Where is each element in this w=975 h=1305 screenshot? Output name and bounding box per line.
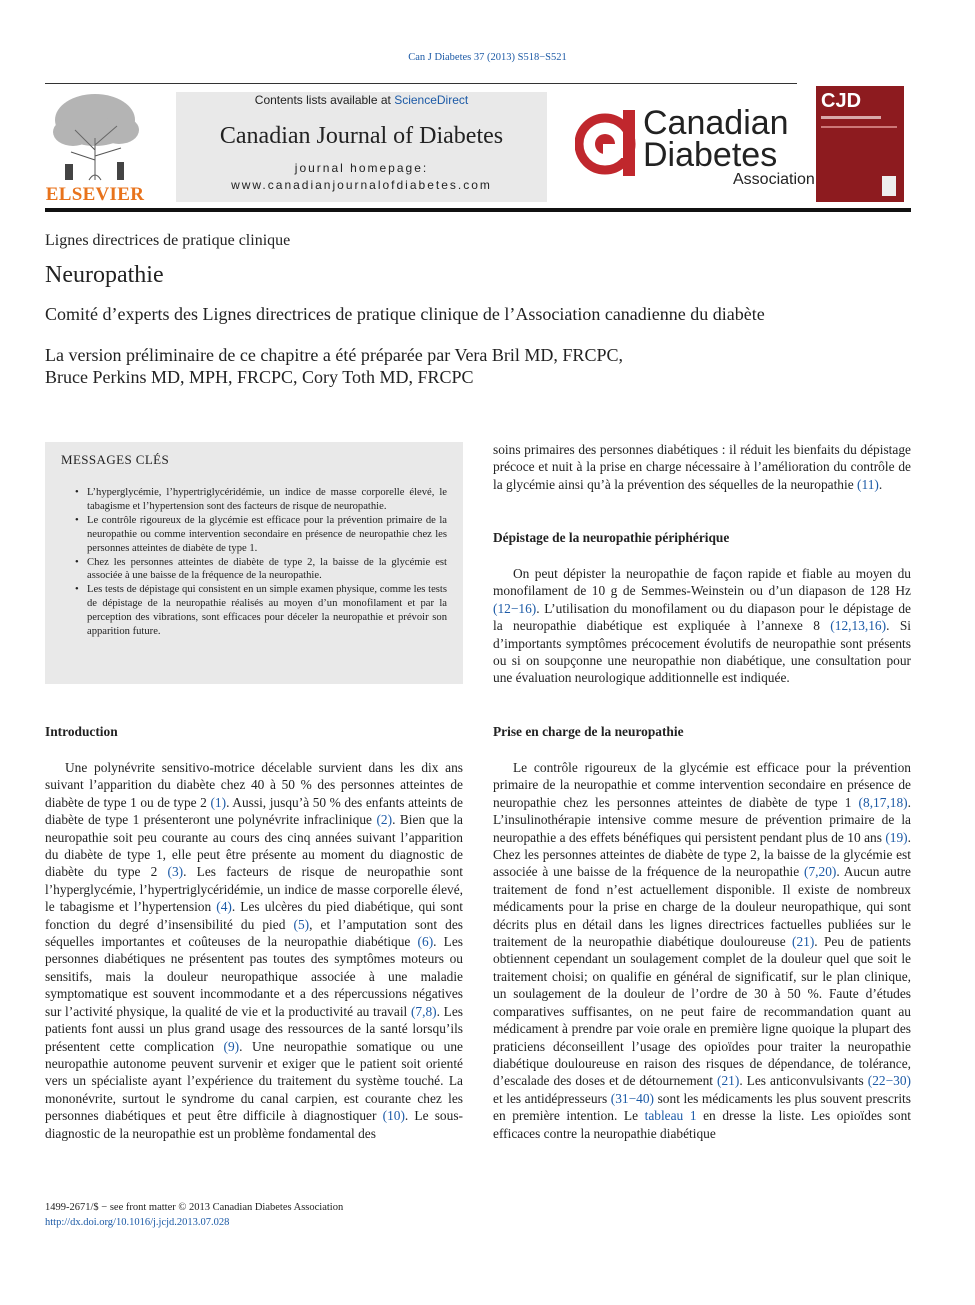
screening-paragraph — [493, 565, 911, 687]
text-run: . Les anticonvulsivants — [739, 1073, 868, 1089]
key-message-item: • Chez les personnes atteintes de diabète de type 2, la baisse de la glycémie est associée à une baisse de la fréquence de la neuropathie. — [87, 556, 447, 584]
journal-banner — [176, 92, 547, 202]
management-paragraph — [493, 759, 911, 1142]
text-run: . Chez les personnes atteintes de diabète de type 2, la baisse de la glycémie est associée à une baisse de la fréquence de la neuropathie — [493, 829, 911, 880]
screening-body — [493, 565, 911, 687]
reference-link[interactable]: (31−40) — [610, 1090, 655, 1106]
key-messages-list — [87, 486, 447, 639]
text-run: . Les facteurs de risque de neuropathie sont l’hyperglycémie, l’hypertriglycéridémie, un indice de masse corporelle élevé, le tabagisme et l’hypertension — [45, 864, 463, 915]
homepage-url[interactable]: www.canadianjournalofdiabetes.com — [231, 178, 492, 192]
intro-heading: Introduction — [45, 724, 118, 739]
text-run: . Une neuropathie somatique ou une neuropathie autonome peuvent survenir et exiger que le patient soit orienté vers un spécialiste ayant l’expérience du traitement du système touché. La mononévrite, surtout le syndrome du canal carpien, est courante chez les personnes diabétiques et peut être difficile à diagnostiquer — [45, 1038, 463, 1124]
cda-mark-icon — [575, 110, 639, 176]
reference-link[interactable]: (9) — [223, 1038, 240, 1054]
text-run: . Peu de patients obtiennent cependant un soulagement complet de la douleur quel que soit le traitement choisi; on qualifie en général de significatif, sur le plan clinique, un soulagement de la douleur de l’ordre de 30 à 50 %. Faute d’études comparatives suffisantes, on ne peut faire de recommandation quant au médicament à prendre par voie orale en première ligne quoique la plupart des praticiens déconseillent l’usage des opioïdes pour traiter la neuropathie diabétique douloureuse en raison des risques de dépendance, de tolérance, d’escalade des doses et de détournement — [493, 934, 911, 1089]
reference-link[interactable]: (10) — [382, 1108, 405, 1124]
continuation-paragraph — [493, 441, 911, 493]
text-run: soins primaires des personnes diabétiques : il réduit les bienfaits du dépistage précoce et nuit à la prise en charge nécessaire à l’amélioration du contrôle de la glycémie ainsi qu’à la prévention des séquelles de la neuropathie — [493, 442, 911, 492]
reference-link[interactable]: (22−30) — [867, 1073, 911, 1089]
reference-link[interactable]: (2) — [376, 812, 393, 828]
cover-logo — [882, 176, 896, 196]
cover-rule — [821, 126, 897, 128]
sciencedirect-link[interactable]: ScienceDirect — [394, 93, 469, 107]
key-message-item: • Les tests de dépistage qui consistent en un simple examen physique, comme les tests de dépistage de la neuropathie réalisés au moyen d’un monofilament et par la perception des vibrations, sont efficaces pour déceler la neuropathie et prévoir son apparition future. — [87, 583, 447, 639]
reference-link[interactable]: (11) — [857, 476, 879, 492]
text-run: en dresse la liste. Les opioïdes sont efficaces contre la neuropathie diabétique — [493, 1108, 911, 1141]
table-link[interactable]: tableau 1 — [644, 1108, 697, 1124]
text-run: . L’utilisation du monofilament ou du diapason pour le dépistage de la neuropathie diabétique est expliquée à l’annexe 8 — [493, 600, 911, 634]
reference-link[interactable]: (7,20) — [804, 864, 837, 880]
key-message-item: • L’hyperglycémie, l’hypertriglycéridémie, un indice de masse corporelle élevé, le tabagisme et l’hypertension sont des facteurs de risque de neuropathie. — [87, 486, 447, 514]
text-run: et les antidépresseurs — [493, 1090, 611, 1106]
text-run: . Les patients font aussi un plus grand usage des ressources de la santé lorsqu’ils présentent cette complication — [45, 1003, 464, 1054]
reference-link[interactable]: (21) — [717, 1073, 740, 1089]
text-run: Le contrôle rigoureux de la glycémie est efficace pour la prévention primaire de la neuropathie et comme intervention secondaire en présence de neuropathie chez les personnes atteintes de diabète de type 1 — [493, 760, 911, 810]
reference-link[interactable]: (8,17,18) — [858, 794, 908, 810]
contents-prefix: Contents lists available at — [254, 93, 395, 107]
reference-link[interactable]: (5) — [293, 916, 310, 932]
reference-link[interactable]: (21) — [791, 934, 815, 950]
elsevier-wordmark: ELSEVIER — [45, 184, 145, 205]
text-run: Une polynévrite sensitivo-motrice décelable survient dans les dix ans suivant l’apparition du diabète chez 40 à 50 % des personnes atteintes de diabète de type 1 ou de type 2 — [45, 760, 463, 810]
text-run: . Si d’importants symptômes précocement évolutifs de neuropathie sont présents ou si on soupçonne une neuropathie non diabétique, une consultation pour une évaluation neurologique additionnelle est indiquée. — [493, 618, 911, 686]
authors-line: La version préliminaire de ce chapitre a été préparée par Vera Bril MD, FRCPC, — [45, 345, 623, 365]
reference-link[interactable]: (1) — [210, 794, 227, 810]
management-heading: Prise en charge de la neuropathie — [493, 724, 684, 739]
article-committee: Comité d’experts des Lignes directrices de pratique clinique de l’Association canadienne du diabète — [45, 304, 765, 324]
cover-title: CJD — [821, 90, 862, 112]
intro-body — [45, 759, 463, 1142]
contents-availability — [176, 92, 547, 107]
key-messages-box — [45, 442, 463, 684]
authors-line: Bruce Perkins MD, MPH, FRCPC, Cory Toth MD, FRCPC — [45, 367, 474, 387]
screening-heading: Dépistage de la neuropathie périphérique — [493, 530, 730, 545]
cda-line3: Association — [733, 171, 815, 188]
reference-link[interactable]: (12−16) — [493, 600, 537, 616]
journal-citation[interactable]: Can J Diabetes 37 (2013) S518−S521 — [408, 52, 567, 63]
homepage-label: journal homepage: — [294, 161, 429, 175]
text-run: sont les médicaments les plus souvent prescrits en première intention. Le — [493, 1090, 911, 1124]
reference-link[interactable]: (12,13,16) — [830, 618, 887, 634]
journal-cover[interactable] — [816, 86, 904, 202]
intro-paragraph — [45, 759, 463, 1142]
text-run: . — [878, 476, 883, 492]
key-messages-title: MESSAGES CLÉS — [61, 452, 170, 467]
article-title: Neuropathie — [45, 262, 164, 288]
article-authors — [45, 344, 845, 388]
reference-link[interactable]: (6) — [417, 934, 434, 950]
cda-logo — [575, 104, 815, 192]
header-thick-rule — [45, 208, 911, 212]
footer-issn: 1499-2671/$ − see front matter © 2013 Canadian Diabetes Association — [45, 1202, 344, 1213]
key-message-item: • Le contrôle rigoureux de la glycémie est efficace pour la prévention primaire de la neuropathie ou comme intervention secondaire en présence de neuropathie chez les personnes atteintes de diabète de type 1. — [87, 514, 447, 556]
reference-link[interactable]: (19) — [885, 829, 908, 845]
header-rule — [45, 83, 797, 84]
management-body — [493, 759, 911, 1142]
journal-homepage — [176, 160, 547, 194]
footer-doi-link[interactable]: http://dx.doi.org/10.1016/j.jcjd.2013.07.028 — [45, 1217, 230, 1228]
cover-rule — [821, 116, 881, 119]
intro-continuation — [493, 441, 911, 493]
reference-link[interactable]: (7,8) — [410, 1003, 437, 1019]
text-run: . Les ulcères du pied diabétique, qui sont fonction du degré d’insensibilité du pied — [45, 899, 464, 932]
article-section: Lignes directrices de pratique clinique — [45, 232, 291, 249]
elsevier-tree-icon — [45, 90, 145, 182]
cda-line2: Diabetes — [643, 136, 778, 174]
text-run: , et l’amputation sont des séquelles importantes et coûteuses de la neuropathie diabétique — [45, 916, 464, 950]
text-run: . Le sous-diagnostic de la neuropathie est un problème fondamental des — [45, 1108, 463, 1141]
reference-link[interactable]: (3) — [167, 864, 184, 880]
text-run: On peut dépister la neuropathie de façon rapide et fiable au moyen du monofilament de 10 g de Semmes-Weinstein ou d’un diapason de 128 Hz — [493, 566, 911, 599]
cda-line1: Canadian — [643, 104, 789, 142]
text-run: . Aussi, jusqu’à 50 % des enfants atteints de diabète de type 1 présenteront une polynévrite infraclinique — [45, 794, 463, 828]
text-run: . Aucun autre traitement de fond n’est actuellement disponible. Il existe de nombreux médicaments pour la prise en charge de la douleur neuropathique, qui sont décrits plus en détail dans les lignes directrices factuelles publiées sur le traitement de la neuropathie diabétique douloureuse — [493, 864, 912, 950]
text-run: . Les personnes diabétiques ne présentent pas toutes des symptômes moteurs ou sensitifs, mais la douleur neuropathique associée à une maladie symptomatique est souvent incommodante et a des répercussions négatives sur l’activité physique, la qualité de vie et la productivité au travail — [45, 934, 464, 1019]
elsevier-logo — [45, 90, 145, 205]
reference-link[interactable]: (4) — [216, 899, 232, 915]
text-run: . L’insulinothérapie intensive comme mesure de prévention primaire de la neuropathie a des effets bénéfiques qui persistent pendant plus de 10 ans — [493, 794, 911, 845]
text-run: . Bien que la neuropathie soit peu courante au cours des cinq années suivant l’apparition du diabète de type 1, elle peut être présente au moment du diagnostic de diabète du type 2 — [45, 812, 463, 880]
journal-title: Canadian Journal of Diabetes — [219, 123, 504, 149]
